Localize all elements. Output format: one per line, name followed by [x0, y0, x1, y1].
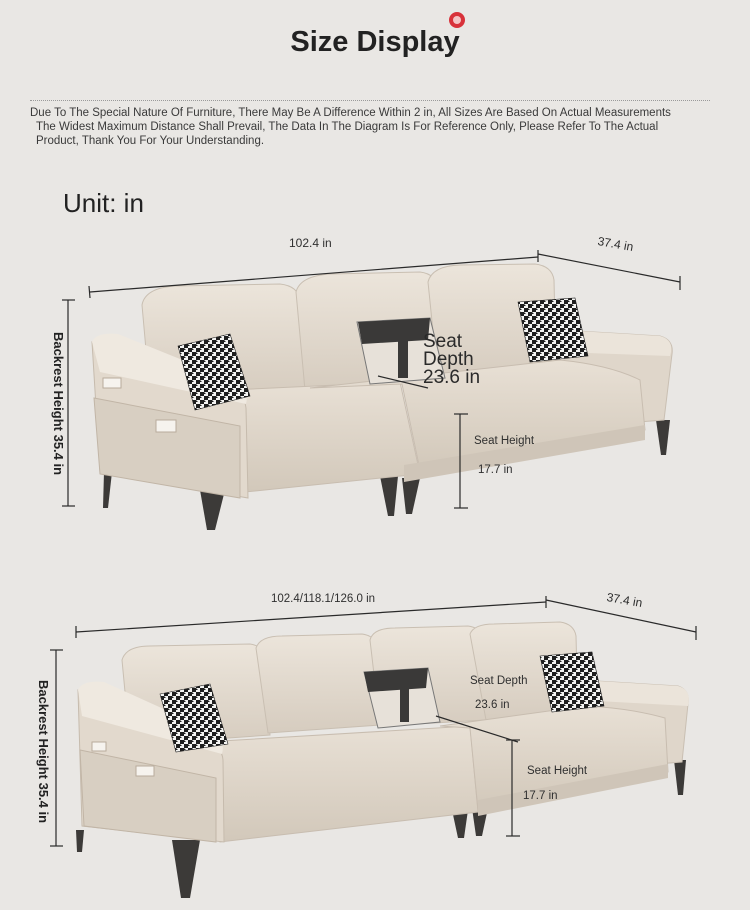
- sofa-bottom-depth-label: 37.4 in: [605, 590, 644, 611]
- sofa-bottom-seat-depth-value: 23.6 in: [475, 699, 510, 711]
- sofa-top-drawing: [92, 264, 672, 530]
- sofa-top-seat-height-title: Seat Height: [474, 435, 535, 447]
- sofa-bottom-seat-depth-title: Seat Depth: [470, 675, 528, 687]
- sofa-bottom-seat-height-title: Seat Height: [527, 765, 588, 777]
- sofa-top-depth-label: 37.4 in: [596, 234, 635, 255]
- sofa-top-seat-depth-label: Seat Depth 23.6 in: [423, 331, 481, 388]
- disclaimer-line-1: Due To The Special Nature Of Furniture, There May Be A Difference Within 2 in, All Sizes Are Based On Actual Measurements: [30, 107, 671, 119]
- unit-label: Unit: in: [63, 188, 144, 218]
- disclaimer-line-2: The Widest Maximum Distance Shall Prevail, The Data In The Diagram Is For Reference Only, Please Refer To The Actual: [36, 121, 659, 133]
- sofa-top-width-label: 102.4 in: [289, 236, 332, 250]
- sofa-top-backrest-height-label: Backrest Height 35.4 in: [51, 332, 66, 476]
- page-title: Size Display: [290, 26, 460, 58]
- sofa-top-seat-height-value: 17.7 in: [478, 464, 513, 476]
- sofa-bottom-drawing: [76, 622, 689, 898]
- sofa-bottom-width-label: 102.4/118.1/126.0 in: [271, 593, 376, 605]
- disclaimer-line-3: Product, Thank You For Your Understanding.: [36, 135, 265, 147]
- sofa-bottom-backrest-height-label: Backrest Height 35.4 in: [36, 680, 51, 824]
- sofa-bottom-seat-height-value: 17.7 in: [523, 790, 558, 802]
